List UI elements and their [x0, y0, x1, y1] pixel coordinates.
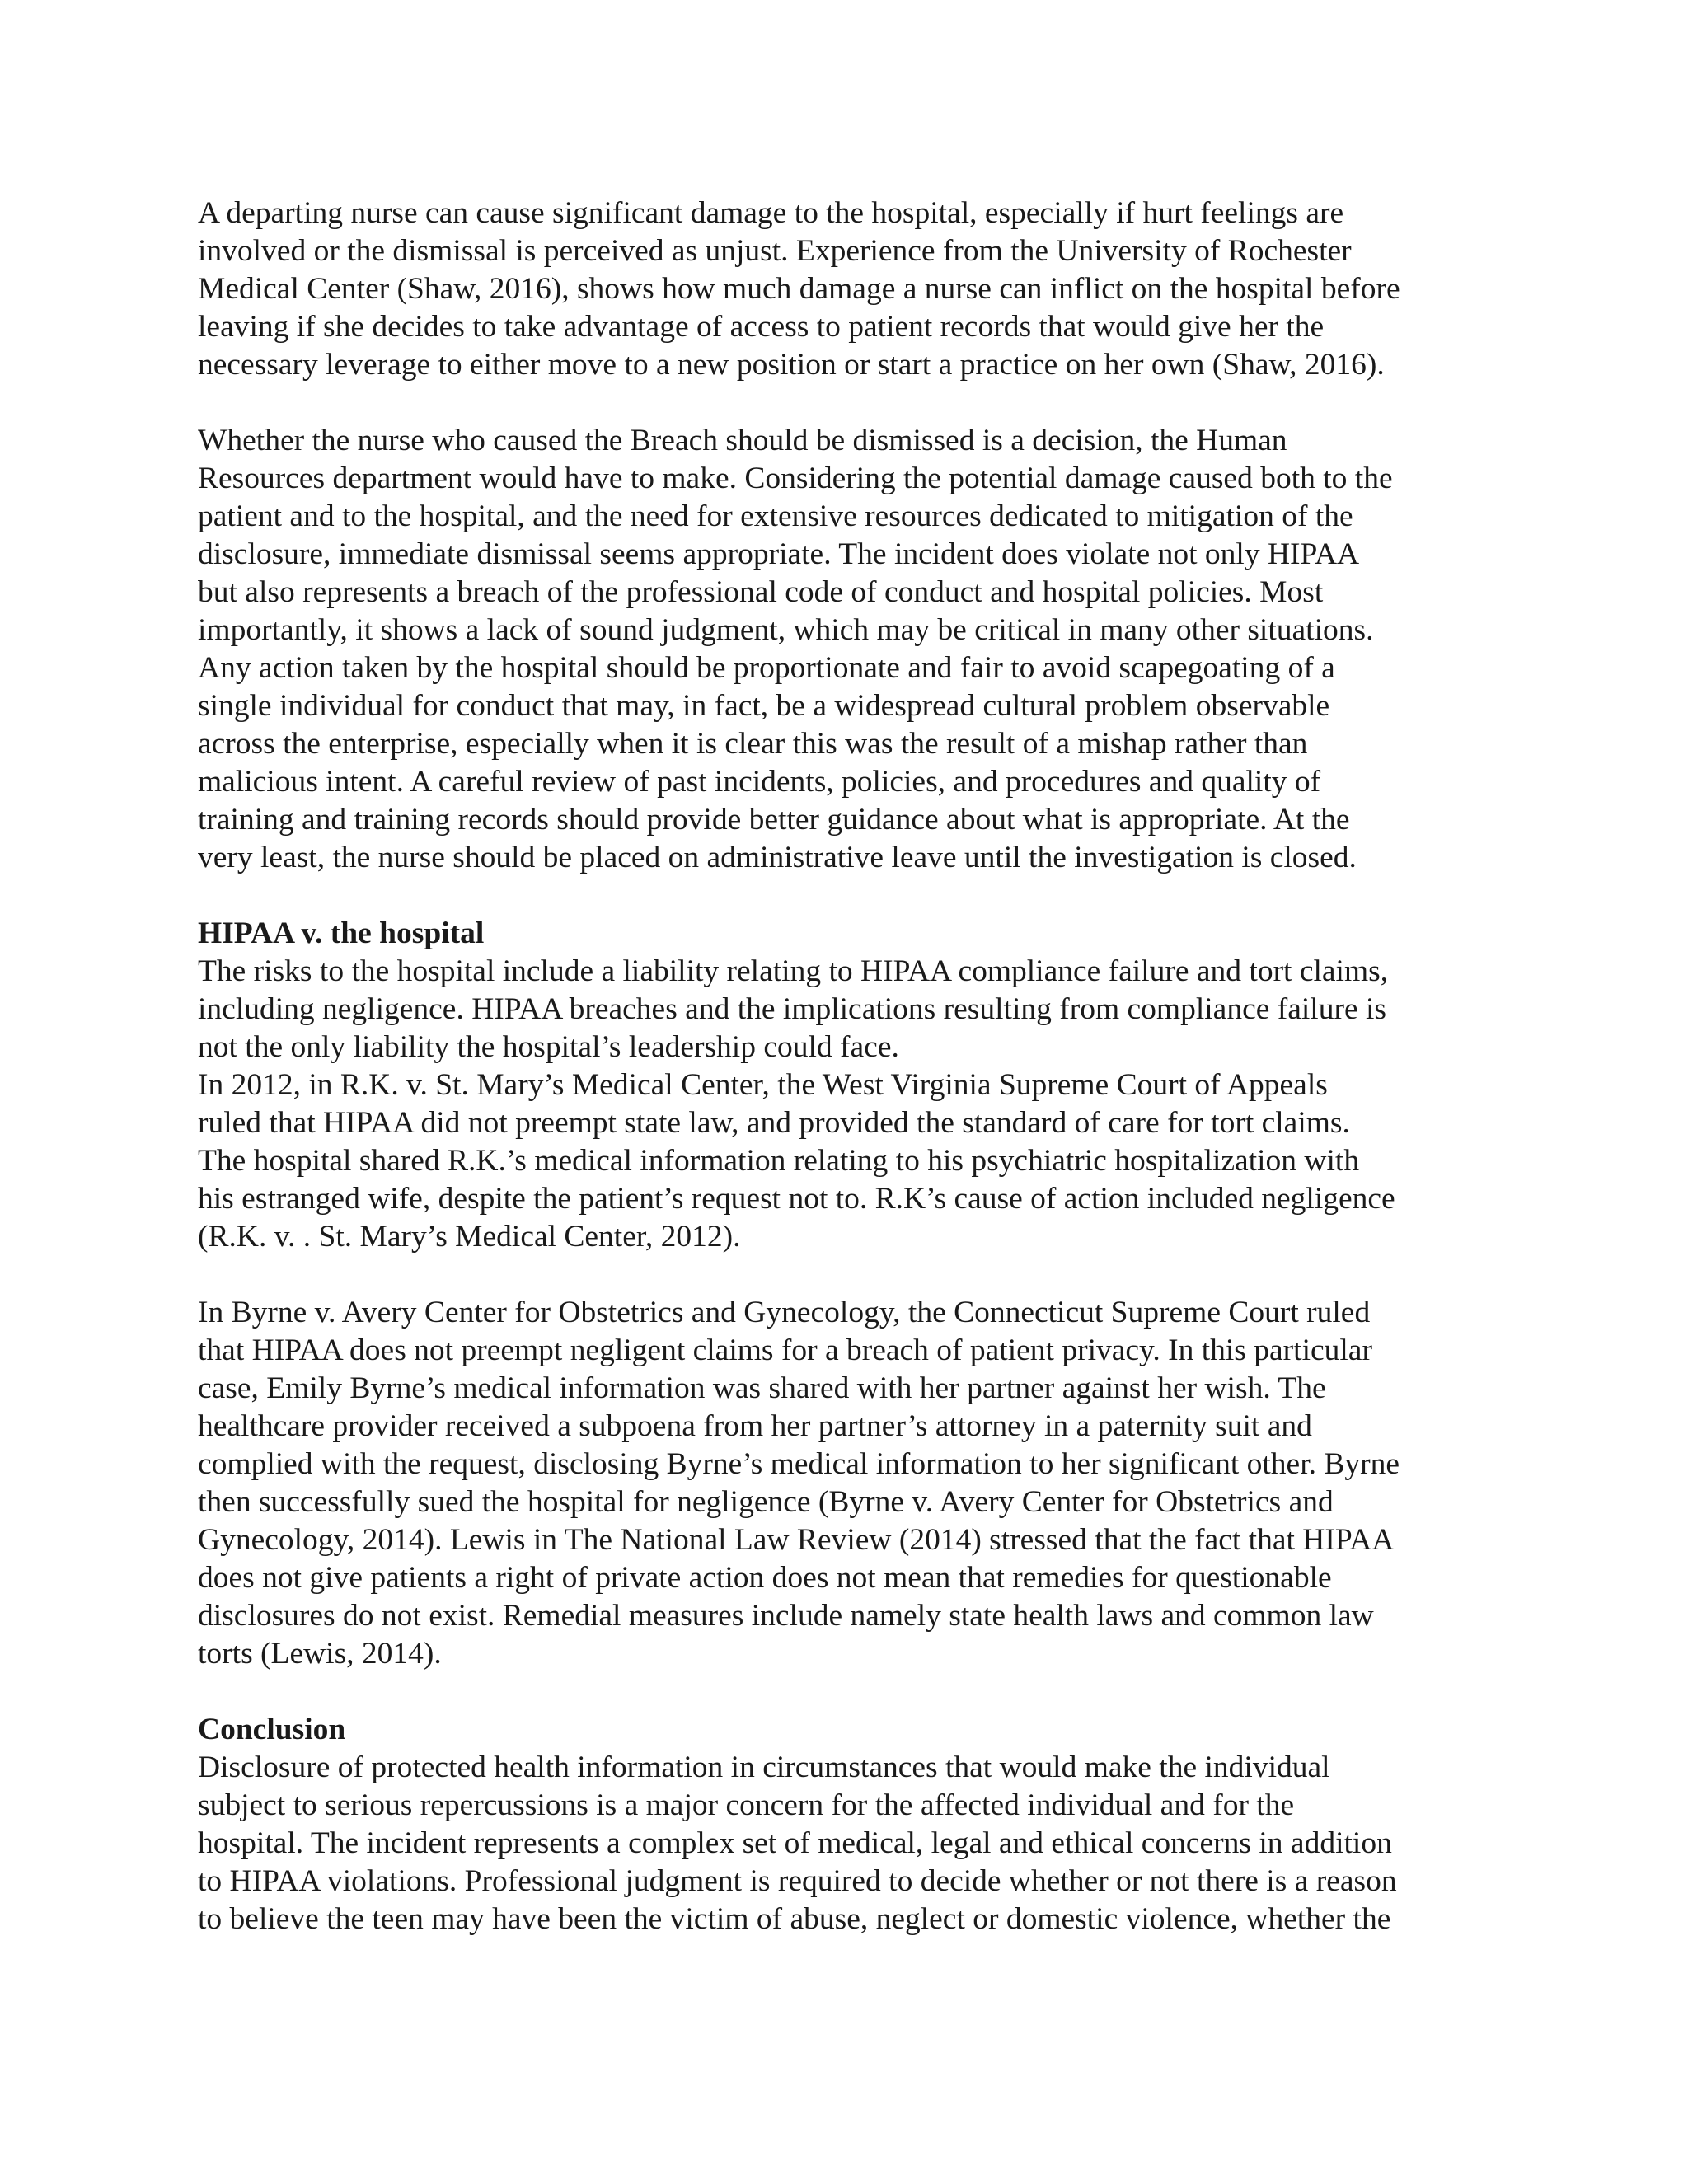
text-line: Whether the nurse who caused the Breach should be dismissed is a decision, the Human [198, 424, 1287, 457]
document-body [198, 194, 1508, 1938]
section-conclusion [198, 1711, 1508, 1938]
text-line: Gynecology, 2014). Lewis in The National Law Review (2014) stressed that the fact that HIPAA [198, 1523, 1395, 1557]
text-line: The risks to the hospital include a liability relating to HIPAA compliance failure and tort claims, [198, 954, 1389, 988]
text-line: to believe the teen may have been the victim of abuse, neglect or domestic violence, whether the [198, 1902, 1391, 1936]
paragraph-rk-case [198, 1066, 1508, 1256]
text-line: A departing nurse can cause significant damage to the hospital, especially if hurt feelings are [198, 196, 1344, 230]
text-line: to HIPAA violations. Professional judgment is required to decide whether or not there is a reason [198, 1864, 1397, 1898]
text-line: healthcare provider received a subpoena from her partner’s attorney in a paternity suit and [198, 1409, 1312, 1443]
text-line: Any action taken by the hospital should be proportionate and fair to avoid scapegoating of a [198, 651, 1335, 685]
text-line: Medical Center (Shaw, 2016), shows how much damage a nurse can inflict on the hospital before [198, 272, 1400, 306]
text-line: Disclosure of protected health information in circumstances that would make the individual [198, 1750, 1330, 1784]
text-line: The hospital shared R.K.’s medical information relating to his psychiatric hospitalization with [198, 1144, 1360, 1178]
paragraph-dismissal-decision [198, 422, 1508, 877]
text-line: Resources department would have to make. Considering the potential damage caused both to the [198, 462, 1393, 495]
text-line: very least, the nurse should be placed on administrative leave until the investigation is closed. [198, 841, 1357, 874]
text-line: subject to serious repercussions is a major concern for the affected individual and for the [198, 1788, 1295, 1822]
text-line: then successfully sued the hospital for negligence (Byrne v. Avery Center for Obstetrics and [198, 1485, 1334, 1519]
text-line: necessary leverage to either move to a new position or start a practice on her own (Shaw, 2016). [198, 348, 1385, 382]
text-line: leaving if she decides to take advantage of access to patient records that would give her the [198, 310, 1325, 344]
text-line: does not give patients a right of private action does not mean that remedies for questionable [198, 1561, 1332, 1595]
text-line: In 2012, in R.K. v. St. Mary’s Medical Center, the West Virginia Supreme Court of Appeals [198, 1068, 1328, 1102]
text-line: including negligence. HIPAA breaches and the implications resulting from compliance failure is [198, 992, 1386, 1026]
text-line: training and training records should provide better guidance about what is appropriate. At the [198, 803, 1350, 837]
text-line: patient and to the hospital, and the need for extensive resources dedicated to mitigation of the [198, 499, 1353, 533]
section-heading-hipaa: HIPAA v. the hospital [198, 916, 485, 950]
section-heading-conclusion: Conclusion [198, 1713, 346, 1746]
text-line: hospital. The incident represents a complex set of medical, legal and ethical concerns in addition [198, 1826, 1392, 1860]
paragraph-byrne-case [198, 1294, 1508, 1673]
text-line: but also represents a breach of the professional code of conduct and hospital policies. Most [198, 575, 1324, 609]
text-line: torts (Lewis, 2014). [198, 1637, 442, 1671]
text-line: disclosures do not exist. Remedial measures include namely state health laws and common law [198, 1599, 1374, 1633]
text-line: single individual for conduct that may, in fact, be a widespread cultural problem observable [198, 689, 1330, 723]
section-hipaa-v-hospital [198, 915, 1508, 1066]
text-line: complied with the request, disclosing Byrne’s medical information to her significant other. Byrne [198, 1447, 1400, 1481]
text-line: case, Emily Byrne’s medical information was shared with her partner against her wish. The [198, 1371, 1326, 1405]
text-line: not the only liability the hospital’s leadership could face. [198, 1030, 899, 1064]
text-line: his estranged wife, despite the patient’s request not to. R.K’s cause of action included negligence [198, 1182, 1395, 1216]
text-line: across the enterprise, especially when it is clear this was the result of a mishap rather than [198, 727, 1308, 761]
text-line: malicious intent. A careful review of past incidents, policies, and procedures and quality of [198, 765, 1321, 799]
paragraph-departing-nurse [198, 194, 1508, 384]
text-line: ruled that HIPAA did not preempt state law, and provided the standard of care for tort claims. [198, 1106, 1350, 1140]
text-line: In Byrne v. Avery Center for Obstetrics and Gynecology, the Connecticut Supreme Court ruled [198, 1296, 1371, 1329]
text-line: (R.K. v. . St. Mary’s Medical Center, 2012). [198, 1220, 741, 1254]
text-line: importantly, it shows a lack of sound judgment, which may be critical in many other situations. [198, 613, 1374, 647]
text-line: disclosure, immediate dismissal seems appropriate. The incident does violate not only HIPAA [198, 537, 1360, 571]
text-line: that HIPAA does not preempt negligent claims for a breach of patient privacy. In this particular [198, 1333, 1372, 1367]
text-line: involved or the dismissal is perceived as unjust. Experience from the University of Rochester [198, 234, 1352, 268]
